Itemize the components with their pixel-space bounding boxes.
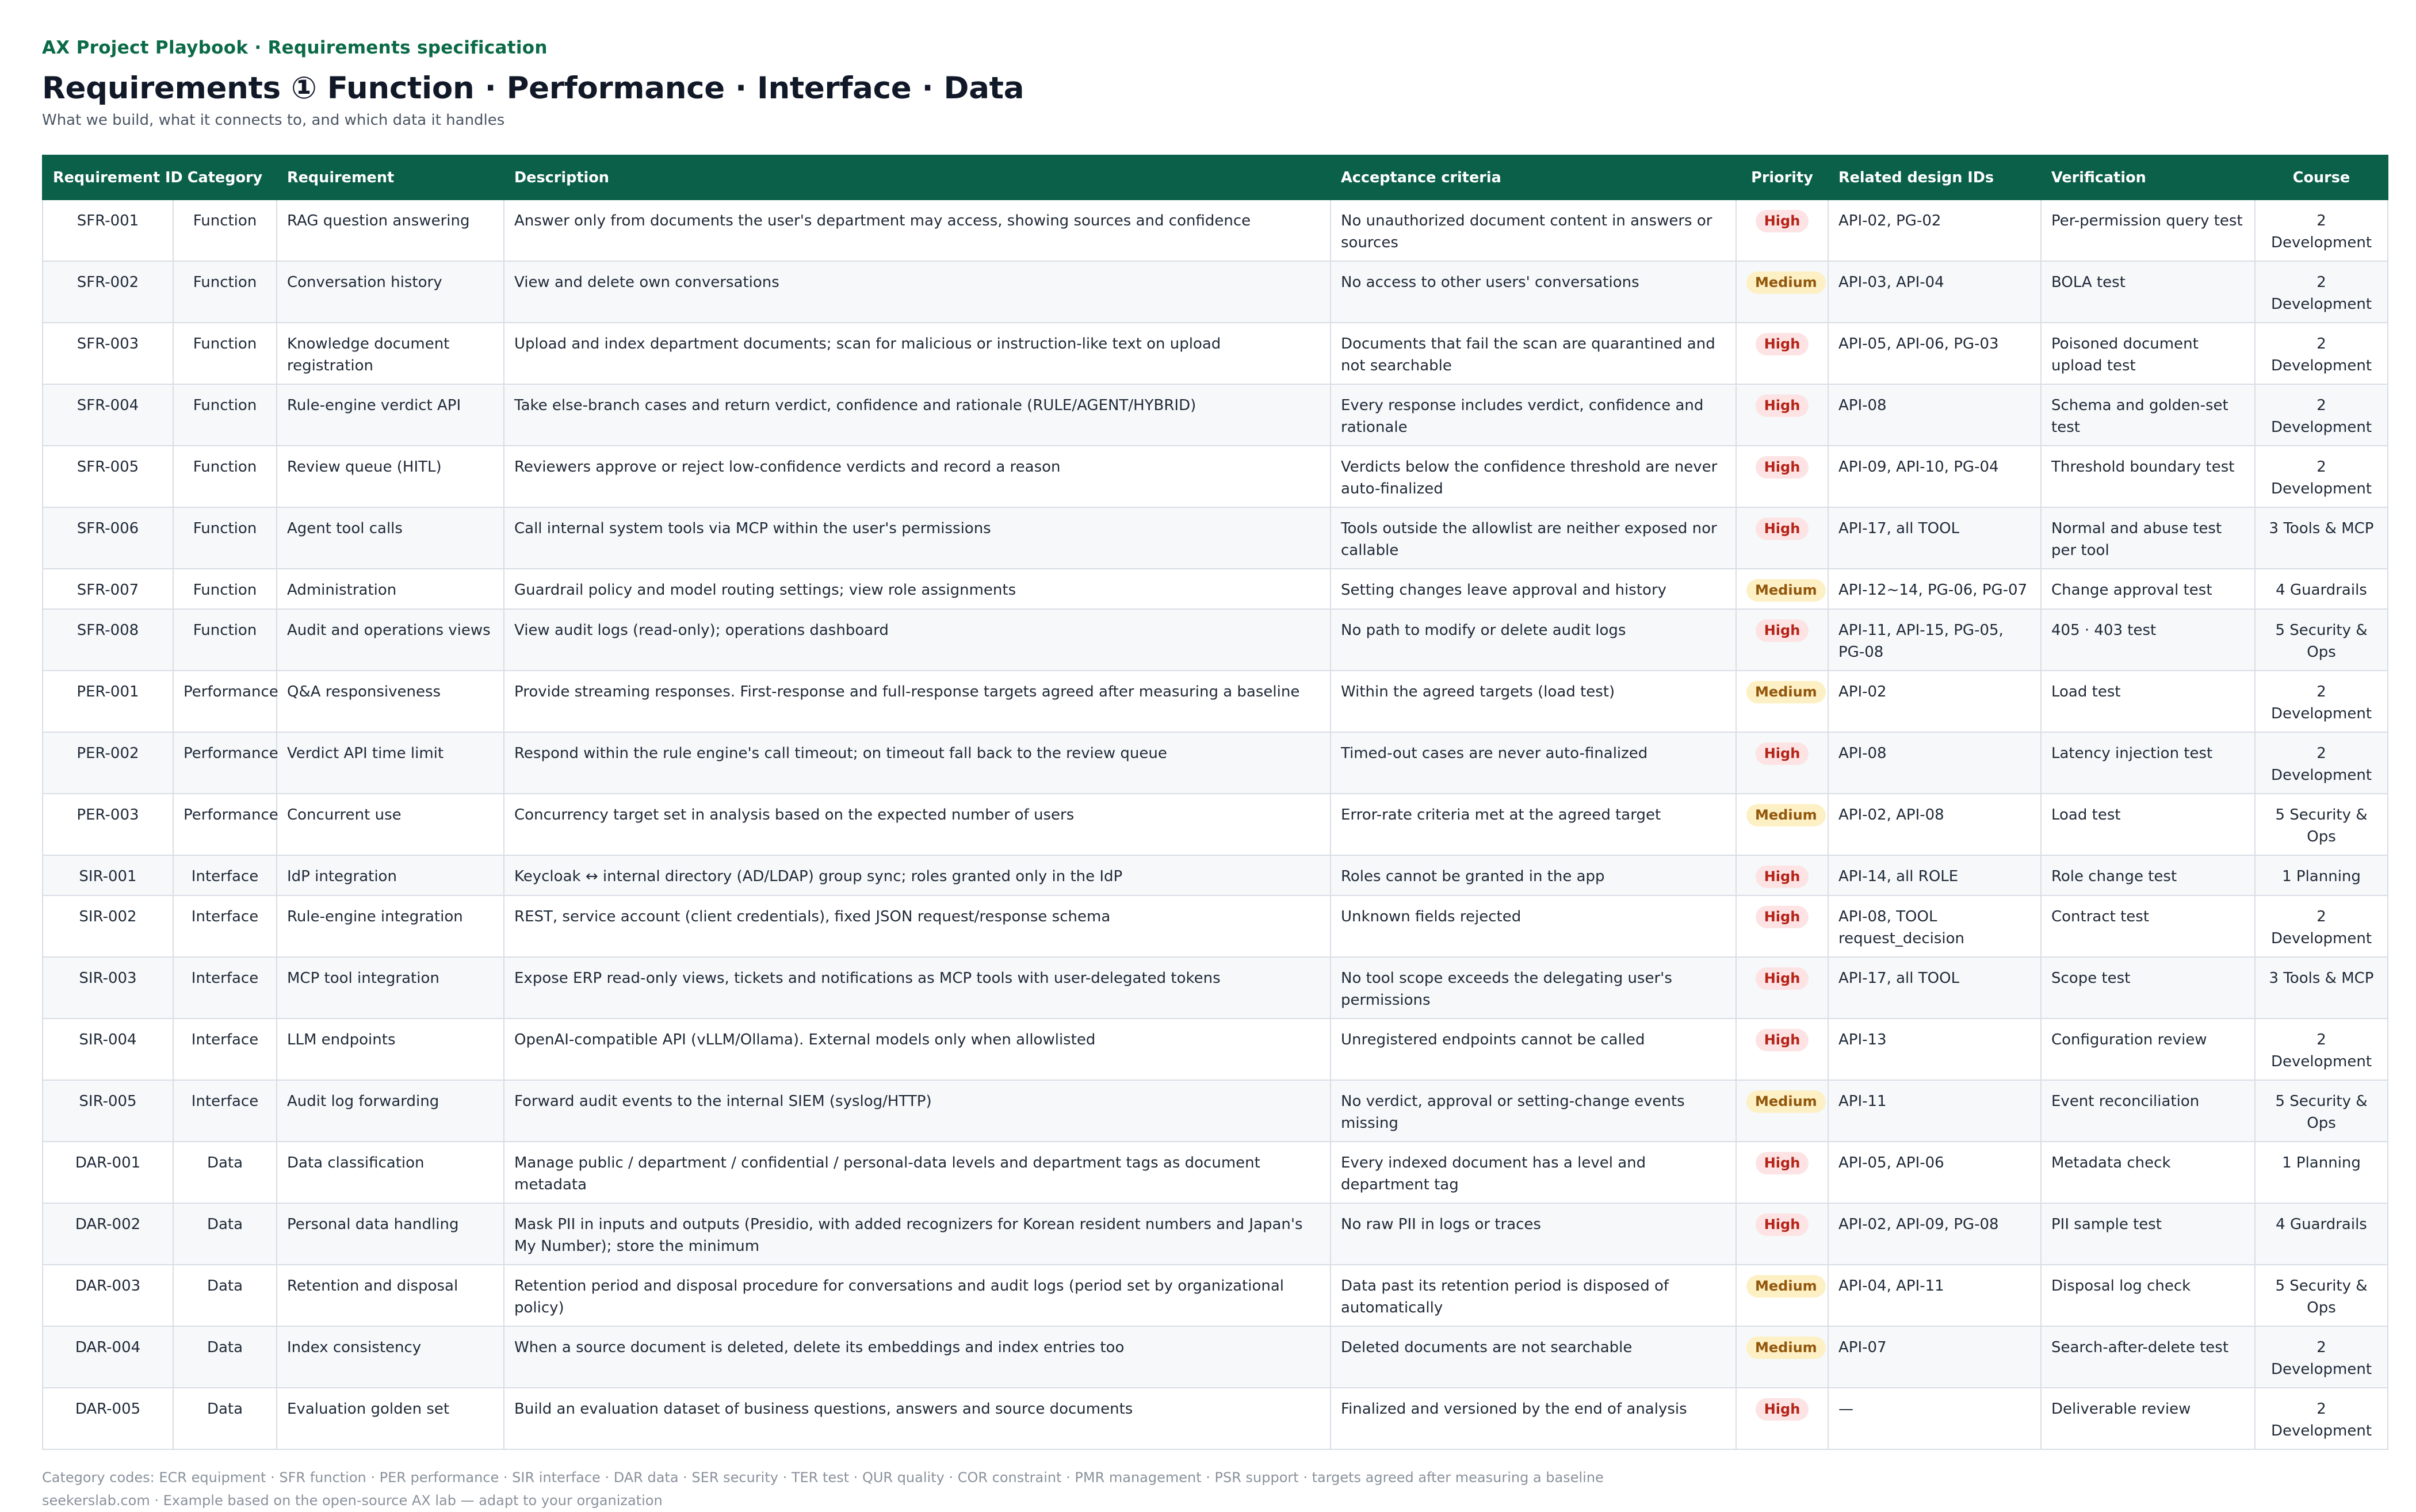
cell-course: 1 Planning xyxy=(2255,855,2388,895)
priority-badge: High xyxy=(1756,210,1809,232)
priority-badge: High xyxy=(1756,1029,1809,1051)
source-note: seekerslab.com · Example based on the open-source AX lab — adapt to your organization xyxy=(42,1492,663,1509)
table-row xyxy=(43,609,2388,671)
column-header-verification: Verification xyxy=(2041,155,2255,200)
cell-requirement-id: SIR-005 xyxy=(43,1080,173,1142)
cell-design-ids: API-14, all ROLE xyxy=(1828,855,2041,895)
cell-priority xyxy=(1736,1203,1828,1265)
cell-requirement-id: SIR-001 xyxy=(43,855,173,895)
cell-acceptance-criteria: Timed-out cases are never auto-finalized xyxy=(1331,732,1736,794)
cell-acceptance-criteria: No unauthorized document content in answers or sources xyxy=(1331,200,1736,261)
cell-design-ids: API-05, API-06 xyxy=(1828,1142,2041,1203)
cell-verification: Change approval test xyxy=(2041,569,2255,609)
cell-acceptance-criteria: Within the agreed targets (load test) xyxy=(1331,671,1736,732)
cell-verification: Metadata check xyxy=(2041,1142,2255,1203)
cell-requirement: Rule-engine verdict API xyxy=(277,384,504,446)
cell-category: Data xyxy=(173,1388,277,1449)
cell-course: 2 Development xyxy=(2255,446,2388,507)
cell-requirement-id: SIR-003 xyxy=(43,957,173,1019)
cell-verification: Per-permission query test xyxy=(2041,200,2255,261)
table-row xyxy=(43,1203,2388,1265)
column-header-course: Course xyxy=(2255,155,2388,200)
cell-requirement: Q&A responsiveness xyxy=(277,671,504,732)
cell-requirement: Agent tool calls xyxy=(277,507,504,569)
cell-priority xyxy=(1736,794,1828,855)
cell-category: Data xyxy=(173,1203,277,1265)
cell-requirement: Data classification xyxy=(277,1142,504,1203)
cell-priority xyxy=(1736,323,1828,384)
table-header-row xyxy=(43,155,2388,200)
cell-requirement-id: PER-002 xyxy=(43,732,173,794)
cell-description: OpenAI-compatible API (vLLM/Ollama). External models only when allowlisted xyxy=(504,1019,1331,1080)
cell-requirement-id: PER-001 xyxy=(43,671,173,732)
cell-design-ids: API-08 xyxy=(1828,732,2041,794)
cell-requirement-id: SFR-007 xyxy=(43,569,173,609)
column-header-acceptance: Acceptance criteria xyxy=(1331,155,1736,200)
table-row xyxy=(43,323,2388,384)
priority-badge: High xyxy=(1756,456,1809,479)
cell-priority xyxy=(1736,507,1828,569)
requirements-table xyxy=(42,155,2388,1450)
cell-description: Mask PII in inputs and outputs (Presidio, with added recognizers for Korean resident numbers and Japan's My Number); store the minimum xyxy=(504,1203,1331,1265)
cell-verification: Poisoned document upload test xyxy=(2041,323,2255,384)
column-header-category: Category xyxy=(173,155,277,200)
table-row xyxy=(43,1265,2388,1326)
cell-design-ids: API-02, PG-02 xyxy=(1828,200,2041,261)
cell-requirement: IdP integration xyxy=(277,855,504,895)
cell-design-ids: API-08, TOOL request_decision xyxy=(1828,895,2041,957)
column-header-design-ids: Related design IDs xyxy=(1828,155,2041,200)
cell-course: 4 Guardrails xyxy=(2255,1203,2388,1265)
cell-category: Interface xyxy=(173,1019,277,1080)
cell-requirement-id: SFR-008 xyxy=(43,609,173,671)
column-header-description: Description xyxy=(504,155,1331,200)
column-header-requirement: Requirement xyxy=(277,155,504,200)
cell-category: Data xyxy=(173,1265,277,1326)
cell-description: Concurrency target set in analysis based on the expected number of users xyxy=(504,794,1331,855)
priority-badge: High xyxy=(1756,1214,1809,1236)
cell-requirement-id: SFR-003 xyxy=(43,323,173,384)
cell-category: Interface xyxy=(173,1080,277,1142)
cell-acceptance-criteria: No raw PII in logs or traces xyxy=(1331,1203,1736,1265)
cell-verification: Load test xyxy=(2041,794,2255,855)
cell-description: Keycloak ↔ internal directory (AD/LDAP) group sync; roles granted only in the IdP xyxy=(504,855,1331,895)
cell-verification: Load test xyxy=(2041,671,2255,732)
cell-requirement-id: DAR-003 xyxy=(43,1265,173,1326)
cell-requirement-id: SFR-002 xyxy=(43,261,173,323)
cell-acceptance-criteria: No tool scope exceeds the delegating user's permissions xyxy=(1331,957,1736,1019)
table-body xyxy=(43,200,2388,1449)
cell-requirement: Review queue (HITL) xyxy=(277,446,504,507)
priority-badge: Medium xyxy=(1746,271,1826,294)
cell-course: 2 Development xyxy=(2255,671,2388,732)
cell-acceptance-criteria: Documents that fail the scan are quarantined and not searchable xyxy=(1331,323,1736,384)
cell-design-ids: API-09, API-10, PG-04 xyxy=(1828,446,2041,507)
priority-badge: Medium xyxy=(1746,579,1826,602)
cell-acceptance-criteria: Deleted documents are not searchable xyxy=(1331,1326,1736,1388)
cell-acceptance-criteria: Tools outside the allowlist are neither exposed nor callable xyxy=(1331,507,1736,569)
cell-category: Function xyxy=(173,609,277,671)
cell-requirement: Knowledge document registration xyxy=(277,323,504,384)
cell-design-ids: API-17, all TOOL xyxy=(1828,957,2041,1019)
cell-priority xyxy=(1736,200,1828,261)
cell-course: 2 Development xyxy=(2255,1326,2388,1388)
table-row xyxy=(43,895,2388,957)
cell-description: When a source document is deleted, delete its embeddings and index entries too xyxy=(504,1326,1331,1388)
cell-design-ids: API-17, all TOOL xyxy=(1828,507,2041,569)
cell-description: Respond within the rule engine's call timeout; on timeout fall back to the review queue xyxy=(504,732,1331,794)
cell-acceptance-criteria: Unregistered endpoints cannot be called xyxy=(1331,1019,1736,1080)
column-header-id: Requirement ID xyxy=(43,155,173,200)
cell-requirement: RAG question answering xyxy=(277,200,504,261)
cell-requirement-id: SFR-006 xyxy=(43,507,173,569)
cell-description: View and delete own conversations xyxy=(504,261,1331,323)
cell-course: 2 Development xyxy=(2255,200,2388,261)
cell-priority xyxy=(1736,1019,1828,1080)
cell-design-ids: API-05, API-06, PG-03 xyxy=(1828,323,2041,384)
cell-category: Performance xyxy=(173,671,277,732)
cell-acceptance-criteria: No verdict, approval or setting-change events missing xyxy=(1331,1080,1736,1142)
cell-verification: PII sample test xyxy=(2041,1203,2255,1265)
cell-verification: Contract test xyxy=(2041,895,2255,957)
cell-design-ids: API-11 xyxy=(1828,1080,2041,1142)
priority-badge: High xyxy=(1756,742,1809,765)
cell-design-ids: API-11, API-15, PG-05, PG-08 xyxy=(1828,609,2041,671)
cell-acceptance-criteria: Data past its retention period is disposed of automatically xyxy=(1331,1265,1736,1326)
cell-priority xyxy=(1736,261,1828,323)
cell-description: Expose ERP read-only views, tickets and notifications as MCP tools with user-delegated tokens xyxy=(504,957,1331,1019)
table-row xyxy=(43,384,2388,446)
cell-course: 3 Tools & MCP xyxy=(2255,957,2388,1019)
priority-badge: Medium xyxy=(1746,1337,1826,1359)
cell-course: 2 Development xyxy=(2255,323,2388,384)
cell-description: Answer only from documents the user's department may access, showing sources and confidence xyxy=(504,200,1331,261)
cell-verification: Event reconciliation xyxy=(2041,1080,2255,1142)
cell-acceptance-criteria: No access to other users' conversations xyxy=(1331,261,1736,323)
cell-requirement-id: SFR-005 xyxy=(43,446,173,507)
cell-requirement-id: SIR-004 xyxy=(43,1019,173,1080)
cell-acceptance-criteria: Unknown fields rejected xyxy=(1331,895,1736,957)
cell-acceptance-criteria: No path to modify or delete audit logs xyxy=(1331,609,1736,671)
cell-requirement-id: DAR-002 xyxy=(43,1203,173,1265)
cell-verification: 405 · 403 test xyxy=(2041,609,2255,671)
table-row xyxy=(43,671,2388,732)
cell-priority xyxy=(1736,1326,1828,1388)
cell-course: 2 Development xyxy=(2255,1019,2388,1080)
cell-description: Provide streaming responses. First-response and full-response targets agreed after measuring a baseline xyxy=(504,671,1331,732)
cell-description: Guardrail policy and model routing settings; view role assignments xyxy=(504,569,1331,609)
cell-requirement: Audit log forwarding xyxy=(277,1080,504,1142)
cell-acceptance-criteria: Roles cannot be granted in the app xyxy=(1331,855,1736,895)
priority-badge: High xyxy=(1756,866,1809,888)
cell-priority xyxy=(1736,732,1828,794)
cell-verification: Configuration review xyxy=(2041,1019,2255,1080)
cell-course: 3 Tools & MCP xyxy=(2255,507,2388,569)
cell-description: Forward audit events to the internal SIEM (syslog/HTTP) xyxy=(504,1080,1331,1142)
cell-category: Data xyxy=(173,1326,277,1388)
cell-priority xyxy=(1736,1388,1828,1449)
cell-requirement: LLM endpoints xyxy=(277,1019,504,1080)
cell-design-ids: API-02, API-08 xyxy=(1828,794,2041,855)
cell-category: Performance xyxy=(173,794,277,855)
cell-description: Retention period and disposal procedure for conversations and audit logs (period set by organizational policy) xyxy=(504,1265,1331,1326)
cell-category: Performance xyxy=(173,732,277,794)
cell-verification: Role change test xyxy=(2041,855,2255,895)
cell-requirement: Concurrent use xyxy=(277,794,504,855)
cell-priority xyxy=(1736,957,1828,1019)
cell-verification: Deliverable review xyxy=(2041,1388,2255,1449)
cell-acceptance-criteria: Error-rate criteria met at the agreed target xyxy=(1331,794,1736,855)
cell-verification: Threshold boundary test xyxy=(2041,446,2255,507)
cell-description: REST, service account (client credentials), fixed JSON request/response schema xyxy=(504,895,1331,957)
cell-priority xyxy=(1736,446,1828,507)
cell-description: Take else-branch cases and return verdict, confidence and rationale (RULE/AGENT/HYBRID) xyxy=(504,384,1331,446)
cell-category: Interface xyxy=(173,957,277,1019)
cell-course: 2 Development xyxy=(2255,384,2388,446)
cell-design-ids: API-03, API-04 xyxy=(1828,261,2041,323)
table-row xyxy=(43,1388,2388,1449)
cell-design-ids: API-08 xyxy=(1828,384,2041,446)
priority-badge: High xyxy=(1756,1152,1809,1174)
cell-verification: Search-after-delete test xyxy=(2041,1326,2255,1388)
cell-course: 1 Planning xyxy=(2255,1142,2388,1203)
table-row xyxy=(43,1019,2388,1080)
cell-design-ids: API-02 xyxy=(1828,671,2041,732)
priority-badge: Medium xyxy=(1746,681,1826,703)
cell-requirement: Conversation history xyxy=(277,261,504,323)
cell-requirement-id: PER-003 xyxy=(43,794,173,855)
cell-verification: Normal and abuse test per tool xyxy=(2041,507,2255,569)
cell-priority xyxy=(1736,855,1828,895)
cell-acceptance-criteria: Finalized and versioned by the end of analysis xyxy=(1331,1388,1736,1449)
cell-priority xyxy=(1736,895,1828,957)
cell-requirement: Retention and disposal xyxy=(277,1265,504,1326)
cell-course: 5 Security & Ops xyxy=(2255,794,2388,855)
priority-badge: High xyxy=(1756,1398,1809,1421)
cell-category: Interface xyxy=(173,895,277,957)
cell-verification: BOLA test xyxy=(2041,261,2255,323)
cell-verification: Latency injection test xyxy=(2041,732,2255,794)
cell-requirement-id: DAR-001 xyxy=(43,1142,173,1203)
cell-design-ids: API-02, API-09, PG-08 xyxy=(1828,1203,2041,1265)
cell-priority xyxy=(1736,609,1828,671)
category-codes-note: Category codes: ECR equipment · SFR function · PER performance · SIR interface · DAR data · SER security · TER test · QUR quality · COR constraint · PMR management · PSR support · targets agreed after measuring a baseline xyxy=(42,1469,1604,1486)
cell-course: 2 Development xyxy=(2255,732,2388,794)
table-row xyxy=(43,1326,2388,1388)
cell-description: Upload and index department documents; scan for malicious or instruction-like text on upload xyxy=(504,323,1331,384)
priority-badge: High xyxy=(1756,395,1809,417)
priority-badge: High xyxy=(1756,967,1809,990)
table-row xyxy=(43,446,2388,507)
cell-acceptance-criteria: Every response includes verdict, confidence and rationale xyxy=(1331,384,1736,446)
cell-design-ids: API-12~14, PG-06, PG-07 xyxy=(1828,569,2041,609)
cell-design-ids: — xyxy=(1828,1388,2041,1449)
priority-badge: Medium xyxy=(1746,1275,1826,1297)
cell-description: Reviewers approve or reject low-confidence verdicts and record a reason xyxy=(504,446,1331,507)
cell-category: Data xyxy=(173,1142,277,1203)
cell-course: 4 Guardrails xyxy=(2255,569,2388,609)
cell-category: Function xyxy=(173,446,277,507)
cell-priority xyxy=(1736,1265,1828,1326)
table-row xyxy=(43,957,2388,1019)
cell-acceptance-criteria: Setting changes leave approval and history xyxy=(1331,569,1736,609)
cell-design-ids: API-04, API-11 xyxy=(1828,1265,2041,1326)
cell-priority xyxy=(1736,671,1828,732)
footer xyxy=(42,1466,2387,1512)
table-row xyxy=(43,794,2388,855)
cell-course: 5 Security & Ops xyxy=(2255,1265,2388,1326)
cell-category: Function xyxy=(173,384,277,446)
table-row xyxy=(43,732,2388,794)
cell-category: Function xyxy=(173,569,277,609)
cell-requirement-id: SIR-002 xyxy=(43,895,173,957)
priority-badge: High xyxy=(1756,333,1809,355)
cell-verification: Schema and golden-set test xyxy=(2041,384,2255,446)
cell-category: Function xyxy=(173,261,277,323)
cell-course: 2 Development xyxy=(2255,1388,2388,1449)
cell-requirement-id: DAR-005 xyxy=(43,1388,173,1449)
table-row xyxy=(43,261,2388,323)
cell-course: 5 Security & Ops xyxy=(2255,1080,2388,1142)
cell-requirement: Audit and operations views xyxy=(277,609,504,671)
cell-priority xyxy=(1736,1142,1828,1203)
priority-badge: Medium xyxy=(1746,804,1826,826)
priority-badge: High xyxy=(1756,619,1809,642)
cell-requirement: Evaluation golden set xyxy=(277,1388,504,1449)
table-row xyxy=(43,507,2388,569)
cell-category: Function xyxy=(173,507,277,569)
cell-category: Function xyxy=(173,323,277,384)
cell-design-ids: API-13 xyxy=(1828,1019,2041,1080)
cell-priority xyxy=(1736,569,1828,609)
cell-category: Interface xyxy=(173,855,277,895)
page-title: Requirements ① Function · Performance · Interface · Data xyxy=(42,71,1024,106)
cell-design-ids: API-07 xyxy=(1828,1326,2041,1388)
cell-acceptance-criteria: Every indexed document has a level and department tag xyxy=(1331,1142,1736,1203)
page-subtitle: What we build, what it connects to, and which data it handles xyxy=(42,112,505,129)
cell-description: Manage public / department / confidential / personal-data levels and department tags as document metadata xyxy=(504,1142,1331,1203)
cell-requirement: Rule-engine integration xyxy=(277,895,504,957)
cell-requirement-id: SFR-001 xyxy=(43,200,173,261)
cell-requirement: MCP tool integration xyxy=(277,957,504,1019)
cell-requirement-id: SFR-004 xyxy=(43,384,173,446)
priority-badge: High xyxy=(1756,518,1809,540)
cell-description: Call internal system tools via MCP within the user's permissions xyxy=(504,507,1331,569)
cell-verification: Disposal log check xyxy=(2041,1265,2255,1326)
priority-badge: High xyxy=(1756,906,1809,928)
cell-requirement: Verdict API time limit xyxy=(277,732,504,794)
priority-badge: Medium xyxy=(1746,1090,1826,1113)
cell-course: 5 Security & Ops xyxy=(2255,609,2388,671)
cell-course: 2 Development xyxy=(2255,895,2388,957)
cell-description: View audit logs (read-only); operations dashboard xyxy=(504,609,1331,671)
cell-requirement: Index consistency xyxy=(277,1326,504,1388)
table-row xyxy=(43,200,2388,261)
cell-description: Build an evaluation dataset of business questions, answers and source documents xyxy=(504,1388,1331,1449)
cell-priority xyxy=(1736,1080,1828,1142)
column-header-priority: Priority xyxy=(1736,155,1828,200)
table-row xyxy=(43,1080,2388,1142)
cell-course: 2 Development xyxy=(2255,261,2388,323)
cell-requirement: Administration xyxy=(277,569,504,609)
cell-requirement: Personal data handling xyxy=(277,1203,504,1265)
cell-requirement-id: DAR-004 xyxy=(43,1326,173,1388)
requirements-page xyxy=(42,36,2387,1512)
table-row xyxy=(43,569,2388,609)
cell-acceptance-criteria: Verdicts below the confidence threshold are never auto-finalized xyxy=(1331,446,1736,507)
cell-verification: Scope test xyxy=(2041,957,2255,1019)
eyebrow-label: AX Project Playbook · Requirements specification xyxy=(42,37,548,58)
table-row xyxy=(43,1142,2388,1203)
cell-priority xyxy=(1736,384,1828,446)
cell-category: Function xyxy=(173,200,277,261)
table-row xyxy=(43,855,2388,895)
